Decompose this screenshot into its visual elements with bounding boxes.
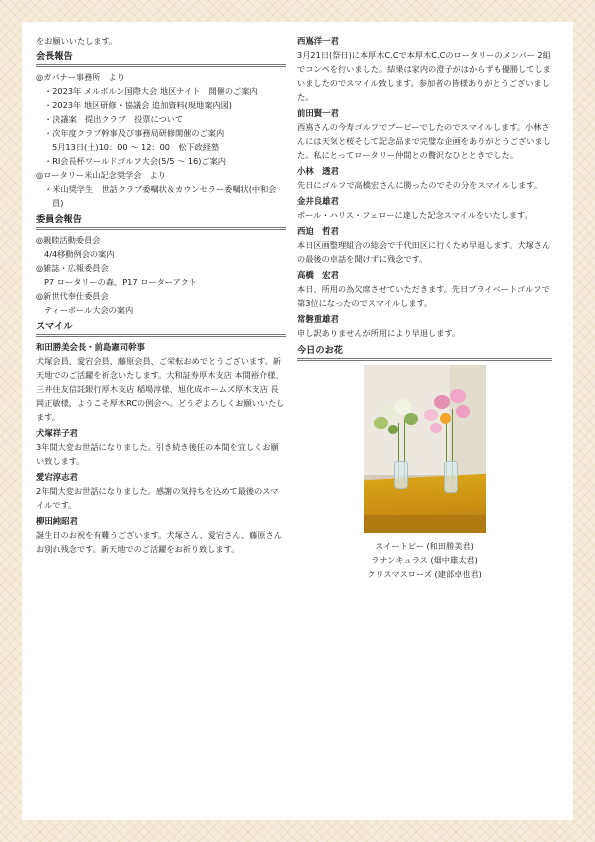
leaf (374, 417, 388, 429)
vase (394, 461, 408, 489)
committee-report-item: ◎親睦活動委員会 (36, 235, 101, 245)
smile-entry-text: 犬塚会員、愛宕会員、藤原会員、ご栄転おめでとうございます。新天地でのご活躍を祈念いたします。大和証券厚木支店 本間裕介様、三井住友信託銀行厚木支店 稲場淳様、旭化成ホームズ厚木支店 長岡正敏様、ようこそ厚木RCの例会へ。どうぞよろしくお願いいたします。 (36, 356, 285, 422)
smile-entry-name: 西嶌洋一君 (297, 36, 339, 46)
flower-bloom (434, 395, 450, 409)
committee-report-item: ◎雑誌・広報委員会 (36, 263, 109, 273)
chair-report-item: ・米山奨学生 世話クラブ委嘱状＆カウンセラー委嘱状(中和会員) (44, 184, 277, 208)
flower-bloom (450, 389, 466, 403)
smile-entry-text: 誕生日のお祝を有難うございます。犬塚さん、愛宕さん、藤原さんお別れ残念です。新天地でのご活躍をお祈り致します。 (36, 530, 282, 554)
smile-entry-name: 愛宕淳志君 (36, 472, 78, 482)
chair-report-item: ・次年度クラブ幹事及び事務局研修開催のご案内 (44, 128, 225, 138)
flowers-heading: 今日のお花 (297, 344, 552, 361)
smile-entry-text: 3年間大変お世話になりました。引き続き後任の本間を宜しくお願い致します。 (36, 442, 279, 466)
committee-report-item: P7 ロータリーの森、P17 ローターアクト (44, 277, 197, 287)
smile-entry-name: 金井良雄君 (297, 196, 339, 206)
smile-entry-name: 西迫 哲君 (297, 226, 339, 236)
smile-entry-text: 申し訳ありませんが所用により早退します。 (297, 328, 461, 338)
chair-report-item: ・2023年 メルボルン国際大会 地区ナイト 開催のご案内 (44, 86, 258, 96)
leaf (404, 413, 418, 425)
flower-arrangement-photo (364, 365, 486, 533)
smile-entry-text: 2年間大変お世話になりました。感謝の気持ちを込めて最後のスマイルです。 (36, 486, 279, 510)
chair-report-item: 5月13日(土)10：00 〜 12：00 松下政経塾 (52, 142, 220, 152)
vase (444, 461, 458, 493)
chair-report-item: ・決議案 提出クラブ 投票について (44, 114, 184, 124)
intro-text: をお願いいたします。 (36, 36, 118, 46)
smile-entry-text: 先日にゴルフで高橋宏さんに勝ったのでその分をスマイルします。 (297, 180, 542, 190)
smile-entry-name: 柳田純昭君 (36, 516, 78, 526)
flower-bloom (440, 413, 451, 424)
committee-report-item: 4/4移動例会の案内 (44, 249, 115, 259)
committee-report-heading: 委員会報告 (36, 213, 286, 230)
smile-entry-name: 小林 透君 (297, 166, 339, 176)
chair-report-heading: 会長報告 (36, 50, 286, 67)
flower-caption: ラナンキュラス (畑中雄太君) (371, 555, 478, 565)
committee-report-item: ティーボール大会の案内 (44, 305, 134, 315)
leaf (388, 425, 398, 434)
chair-report-item: ・RI会長杯ワールドゴルフ大会(5/5 〜 16)ご案内 (44, 156, 226, 166)
smile-entry-name: 和田勝美会長・前島憲司幹事 (36, 342, 145, 352)
right-column (297, 34, 552, 581)
smile-entry-text: 西嶌さんの今寿ゴルフでブービーでしたのでスマイルします。小林さんには天気と桜そして記念品まで完璧な企画をありがとうございました。私にとってロータリー仲間との贅沢なひとときでした。 (297, 122, 551, 160)
flower-bloom (456, 405, 470, 418)
flower-bloom (424, 409, 438, 421)
smile-heading: スマイル (36, 320, 286, 337)
smile-entry-name: 高橋 宏君 (297, 270, 339, 280)
chair-report-item: ・2023年 地区研修・協議会 追加資料(現地案内図) (44, 100, 232, 110)
smile-entry-text: 本日、所用の為欠席させていただきます。先日プライベートゴルフで第3位になったのでスマイルします。 (297, 284, 550, 308)
chair-report-item: ◎ガバナー事務所 より (36, 72, 126, 82)
smile-entry-name: 犬塚祥子君 (36, 428, 78, 438)
flower-caption: クリスマスローズ (建部卓也君) (367, 569, 482, 579)
photo-table-edge (364, 515, 486, 533)
smile-entry-text: ポール・ハリス・フェローに達した記念スマイルをいたします。 (297, 210, 533, 220)
smile-entry-name: 常磐重雄君 (297, 314, 339, 324)
committee-report-item: ◎新世代奉仕委員会 (36, 291, 109, 301)
left-column (36, 34, 286, 556)
chair-report-item: ◎ロータリー米山記念奨学会 より (36, 170, 166, 180)
flower-bloom (430, 423, 442, 433)
flower-caption: スイートピー (和田勝美君) (375, 541, 474, 551)
smile-entry-text: 3月21日(祭日)に本厚木C.Cで本厚木C.Cのロータリーのメンバー 2組でコンペを行いました。結果は家内の澄子がはからずも優勝してしまいましたのでスマイル致します。参加者の皆様ありがとうございました。 (297, 50, 551, 102)
newsletter-page (22, 22, 573, 820)
smile-entry-text: 本日区画整理組合の総会で千代田区に行くため早退します。犬塚さんの最後の卓話を聞けずに残念です。 (297, 240, 551, 264)
smile-entry-name: 前田賢一君 (297, 108, 339, 118)
